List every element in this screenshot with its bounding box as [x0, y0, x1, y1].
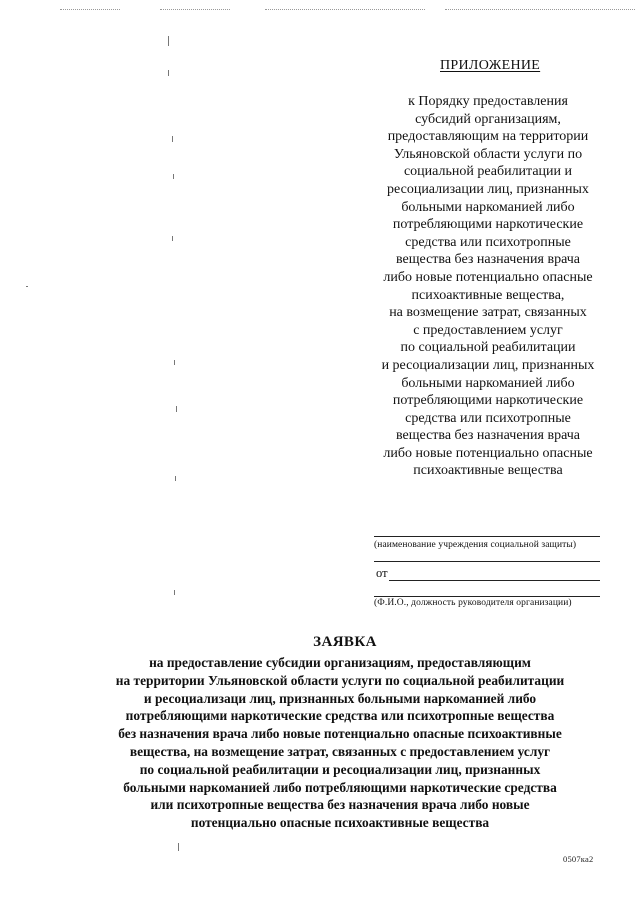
order-line: психоактивные вещества	[413, 463, 563, 479]
institution-caption: (наименование учреждения социальной защиты)	[374, 540, 577, 550]
application-subtitle	[60, 654, 620, 832]
order-line: больными наркоманией либо	[401, 199, 575, 215]
subtitle-line: по социальной реабилитации и ресоциализации лиц, признанных	[139, 761, 541, 777]
scan-mark	[173, 174, 174, 179]
subtitle-line: и ресоциализаци лиц, признанных больными наркоманией либо	[143, 690, 537, 706]
scan-mark	[174, 360, 175, 365]
institution-name-line	[374, 536, 600, 537]
order-line: потребляющими наркотические	[392, 393, 584, 409]
order-line: по социальной реабилитации	[400, 340, 576, 356]
scan-dotted-line	[265, 9, 425, 11]
order-line: средства или психотропные	[405, 234, 571, 250]
order-line: социальной реабилитации и	[403, 164, 573, 180]
document-code: 0507ка2	[563, 854, 594, 864]
order-line: к Порядку предоставления	[408, 94, 568, 109]
scan-mark	[168, 36, 169, 46]
scan-dotted-line	[445, 9, 635, 11]
order-line: Ульяновской области услуги по	[393, 146, 583, 162]
scan-mark	[26, 286, 28, 287]
scan-mark	[174, 590, 175, 595]
order-line: ресоциализации лиц, признанных	[387, 181, 589, 197]
scan-mark	[172, 236, 173, 241]
application-title: ЗАЯВКА	[313, 634, 377, 650]
blank-line-field[interactable]	[374, 561, 600, 562]
order-line: и ресоциализации лиц, признанных	[381, 357, 595, 373]
scan-dotted-line	[160, 9, 230, 11]
scan-mark	[172, 136, 173, 142]
scan-mark	[178, 843, 179, 851]
from-field[interactable]	[376, 565, 600, 581]
subtitle-line: потребляющими наркотические средства или психотропные вещества	[125, 708, 555, 724]
order-line: субсидий организациям,	[415, 111, 561, 127]
scan-mark	[168, 70, 169, 76]
institution-name-field[interactable]	[374, 536, 600, 537]
from-label: от	[376, 566, 388, 580]
order-line: средства или психотропные	[405, 410, 571, 426]
order-line: вещества без назначения врача	[396, 252, 580, 268]
from-line	[389, 568, 600, 581]
order-line: психоактивные вещества,	[411, 287, 565, 303]
order-line: с предоставлением услуг	[413, 322, 563, 338]
subtitle-line: на территории Ульяновской области услуги по социальной реабилитации	[115, 672, 565, 688]
subtitle-line: больными наркоманией либо потребляющими наркотические средства	[123, 779, 557, 795]
subtitle-line: или психотропные вещества без назначения врача либо новые	[150, 797, 530, 813]
order-line: предоставляющим на территории	[387, 129, 589, 145]
subtitle-line: на предоставление субсидии организациям, предоставляющим	[149, 655, 531, 670]
scan-dotted-line	[60, 9, 120, 11]
blank-line	[374, 561, 600, 562]
subtitle-line: вещества, на возмещение затрат, связанных с предоставлением услуг	[129, 743, 551, 759]
scan-mark	[176, 406, 177, 412]
order-line: больными наркоманией либо	[401, 375, 575, 391]
head-caption: (Ф.И.О., должность руководителя организации)	[374, 598, 572, 608]
order-line: потребляющими наркотические	[392, 217, 584, 233]
head-name-field[interactable]	[374, 596, 600, 597]
order-line: либо новые потенциально опасные	[383, 269, 593, 285]
scan-mark	[175, 476, 176, 481]
appendix-heading: ПРИЛОЖЕНИЕ	[440, 58, 541, 73]
subtitle-line: потенциально опасные психоактивные вещества	[190, 815, 490, 831]
order-line: либо новые потенциально опасные	[383, 445, 593, 461]
head-name-line	[374, 596, 600, 597]
order-reference	[346, 93, 630, 480]
subtitle-line: без назначения врача либо новые потенциально опасные психоактивные	[118, 726, 562, 742]
order-line: вещества без назначения врача	[396, 428, 580, 444]
order-line: на возмещение затрат, связанных	[389, 305, 587, 321]
